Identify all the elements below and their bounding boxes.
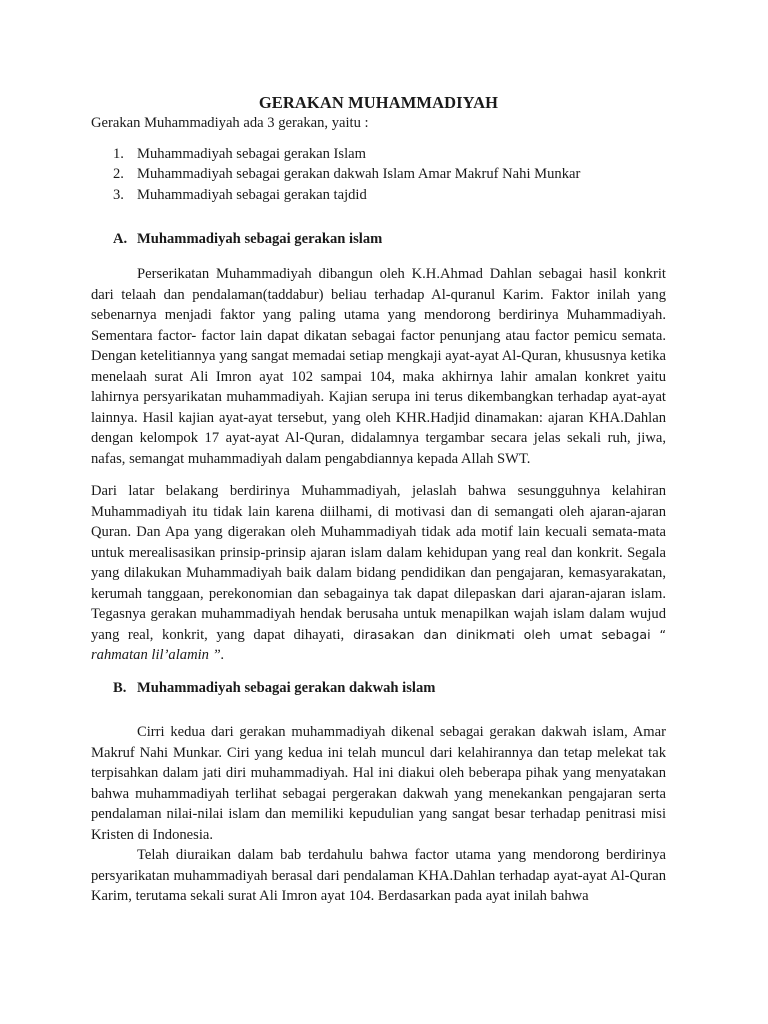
- document-content: [91, 0, 666, 907]
- list-item-text: Muhammadiyah sebagai gerakan Islam: [137, 145, 366, 162]
- list-item: [91, 144, 666, 165]
- section-b-paragraph-2: Telah diuraikan dalam bab terdahulu bahwa factor utama yang mendorong berdirinya persyarikatan muhammadiyah berasal dari pendalaman KHA.Dahlan terhadap ayat-ayat Al-Quran Karim, terutama sekali surat Ali Imron ayat 104. Berdasarkan pada ayat inilah bahwa: [91, 847, 666, 905]
- section-b-paragraph-1: Cirri kedua dari gerakan muhammadiyah dikenal sebagai gerakan dakwah islam, Amar Makruf Nahi Munkar. Ciri yang kedua ini telah muncul dari kelahirannya dan tetap melekat tak terpisahkan dalam jati diri muhammadiyah. Hal ini diakui oleh beberapa pihak yang menyatakan bahwa muhammadiyah terlihat sebagai pergerakan dakwah yang menekankan pengajaran serta pendalaman nilai-nilai islam dan memiliki kepudulian yang sangat besar terhadap penitrasi misi Kristen di Indonesia.: [91, 724, 666, 843]
- section-a-paragraph-2-quote: rahmatan lil’alamin ”.: [91, 647, 225, 664]
- section-a-letter: A.: [113, 230, 128, 247]
- section-b-heading-text: Muhammadiyah sebagai gerakan dakwah islam: [137, 679, 436, 696]
- list-item-number: 1.: [113, 145, 124, 162]
- list-item: [91, 164, 666, 185]
- section-a-heading-text: Muhammadiyah sebagai gerakan islam: [137, 230, 383, 247]
- page-title: GERAKAN MUHAMMADIYAH: [258, 93, 499, 112]
- numbered-list: [91, 144, 666, 206]
- list-item-text: Muhammadiyah sebagai gerakan tajdid: [137, 186, 367, 203]
- section-a-paragraph-2-text: Dari latar belakang berdirinya Muhammadiyah, jelaslah bahwa sesungguhnya kelahiran Muhammadiyah itu tidak lain karena diilhami, di motivasi dan di semangati oleh ajaran-ajaran Quran. Dan Apa yang digerakan oleh Muhammadiyah tidak ada motif lain kecuali semata-mata untuk merealisasikan prinsip-prinsip ajaran islam dalam kehidupan yang real dan konkrit. Segala yang dilakukan Muhammadiyah baik dalam bidang pendidikan dan pengajaran, kemasyarakatan, kerumah tanggaan, perekonomian dan sebagainya tak dapat dilepaskan dari ajaran-ajaran islam. Tegasnya gerakan muhammadiyah hendak berusaha untuk menapilkan wajah islam dalam wujud yang real, konkrit, yang dapat dihayati,: [91, 483, 666, 643]
- list-item-number: 3.: [113, 186, 124, 203]
- section-a-paragraph-2-sans: dirasakan dan dinikmati oleh umat sebagai “: [344, 626, 667, 642]
- section-b-heading: [91, 678, 666, 699]
- list-item: [91, 185, 666, 206]
- list-item-text: Muhammadiyah sebagai gerakan dakwah Islam Amar Makruf Nahi Munkar: [137, 166, 581, 183]
- section-a-paragraph-2: [91, 481, 666, 666]
- section-a-paragraph-1: Perserikatan Muhammadiyah dibangun oleh K.H.Ahmad Dahlan sebagai hasil konkrit dari telaah dan pendalaman(taddabur) beliau terhadap Al-quranul Karim. Faktor inilah yang sebenarnya menjadi faktor yang paling utama yang mendorong berdirinya Muhammadiyah. Sementara factor- factor lain dapat dikatan sebagai factor penunjang atau factor pemicu semata. Dengan ketelitiannya yang sangat memadai setiap mengkaji ayat-ayat Al-Quran, khususnya ketika menelaah surat Ali Imron ayat 102 sampai 104, maka akhirnya lahir amalan konkret yaitu lahirnya persyarikatan muhammadiyah. Kajian serupa ini terus dikembangkan terhadap ayat-ayat lainnya. Hasil kajian ayat-ayat tersebut, yang oleh KHR.Hadjid dinamakan: ajaran KHA.Dahlan dengan kelompok 17 ayat-ayat Al-Quran, didalamnya tergambar secara jelas sekali ruh, jiwa, nafas, semangat muhammadiyah dalam pengabdiannya kepada Allah SWT.: [91, 266, 666, 467]
- section-b-letter: B.: [113, 679, 127, 696]
- list-item-number: 2.: [113, 166, 124, 183]
- intro-paragraph: Gerakan Muhammadiyah ada 3 gerakan, yaitu :: [91, 115, 369, 131]
- section-a-heading: [91, 229, 666, 250]
